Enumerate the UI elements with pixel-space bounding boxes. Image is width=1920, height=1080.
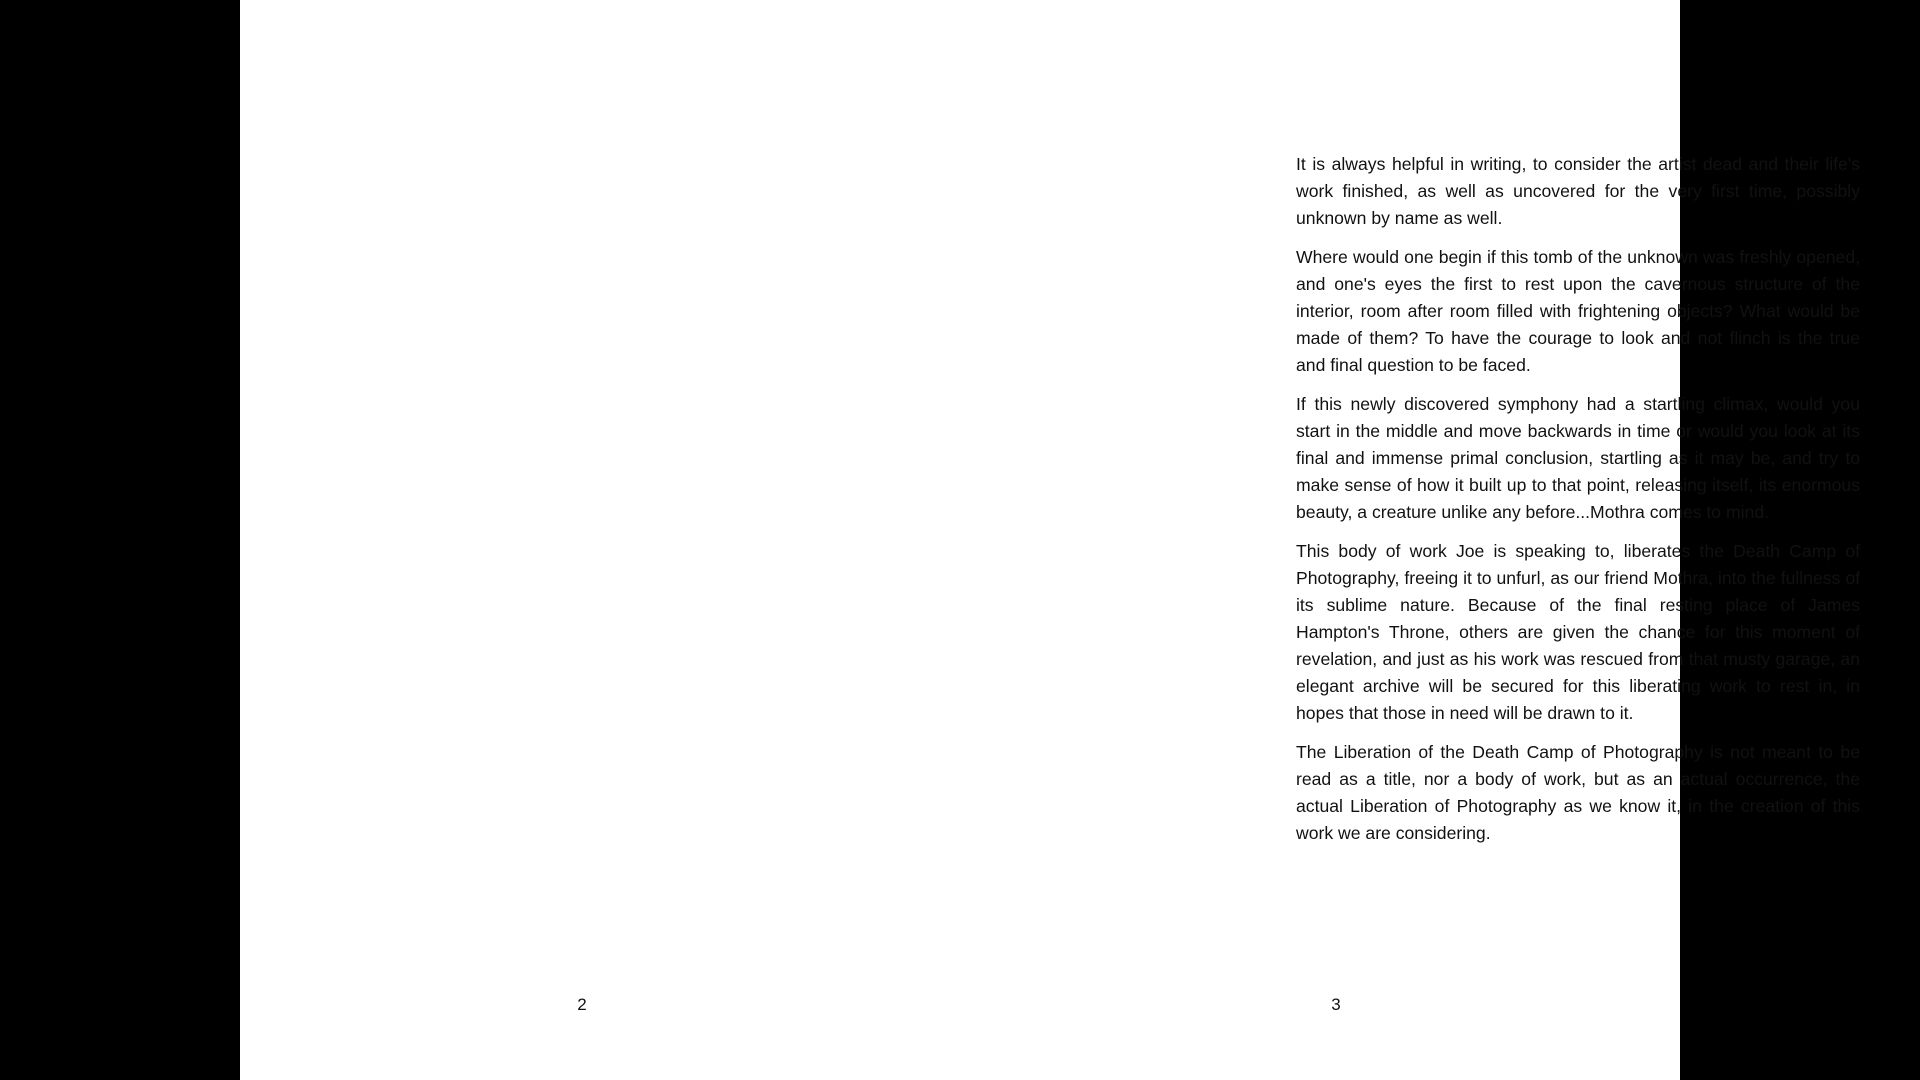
- left-page: [240, 0, 960, 1080]
- page-spread: [240, 0, 1860, 1080]
- right-page: [960, 0, 1860, 1080]
- paragraph-1: It is always helpful in writing, to consider the artist dead and their life's work finished, as well as uncovered for the very first time, possibly unknown by name as well.: [1296, 154, 1860, 228]
- page-number-left: 2: [577, 995, 587, 1014]
- paragraph-3: If this newly discovered symphony had a startling climax, would you start in the middle and move backwards in time or would you look at its final and immense primal conclusion, startling as it may be, and try to make sense of how it built up to that point, releasing itself, its enormous beauty, a creature unlike any before...Mothra comes to mind.: [1296, 394, 1860, 522]
- paragraph-2: Where would one begin if this tomb of the unknown was freshly opened, and one's eyes the first to rest upon the cavernous structure of the interior, room after room filled with frightening objects? What would be made of them? To have the courage to look and not flinch is the true and final question to be faced.: [1296, 247, 1860, 375]
- paragraph-4: This body of work Joe is speaking to, liberates the Death Camp of Photography, freeing it to unfurl, as our friend Mothra, into the fullness of its sublime nature. Because of the final resting place of James Hampton's Throne, others are given the chance for this moment of revelation, and just as his work was rescued from that musty garage, an elegant archive will be secured for this liberating work to rest in, in hopes that those in need will be drawn to it.: [1296, 541, 1860, 723]
- page-number-right: 3: [1331, 995, 1341, 1014]
- body-text: [1296, 151, 1860, 859]
- paragraph-5: The Liberation of the Death Camp of Photography is not meant to be read as a title, nor a body of work, but as an actual occurrence, the actual Liberation of Photography as we know it, in the creation of this work we are considering.: [1296, 742, 1860, 843]
